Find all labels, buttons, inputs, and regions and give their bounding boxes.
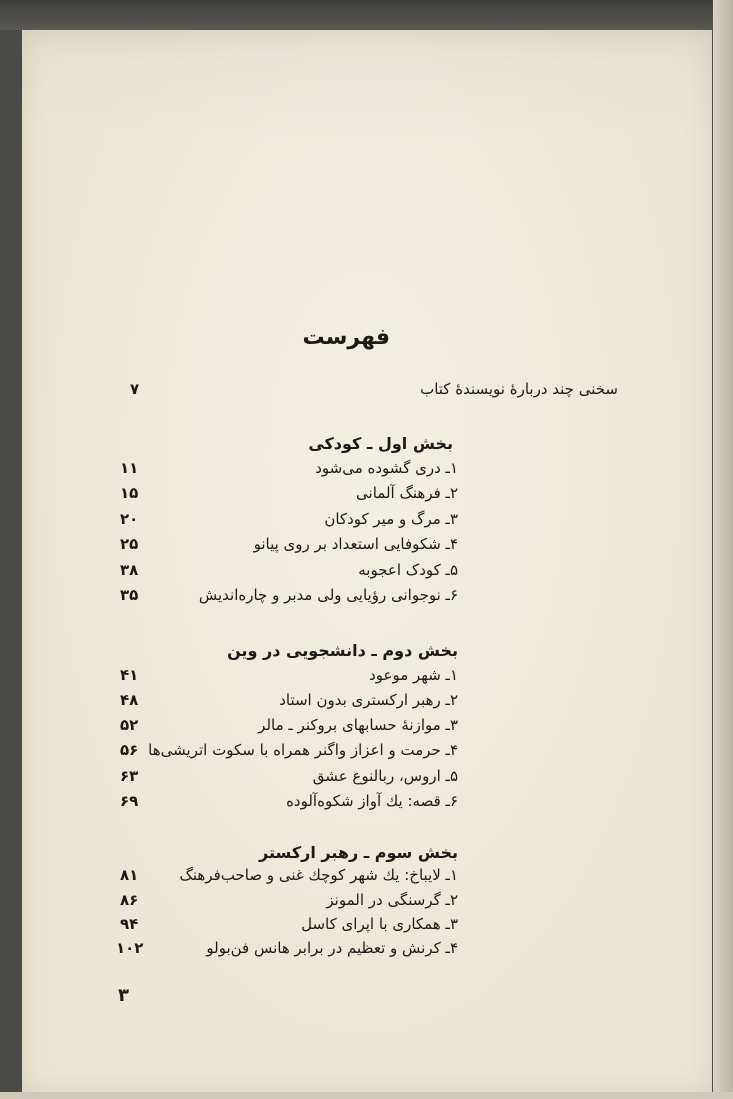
toc-page-number: ۲۵	[120, 535, 139, 553]
toc-page-number: ۴۸	[120, 691, 139, 709]
toc-entry: ۱ـ شهر موعود	[369, 666, 458, 684]
toc-page-number: ۱۱	[120, 459, 139, 477]
page-number: ۳	[118, 985, 129, 1006]
toc-entry: ۶ـ نوجوانی رؤیایی ولی مدبر و چاره‌اندیش	[198, 586, 458, 604]
toc-page-number: ۵۶	[120, 741, 139, 759]
toc-page-number: ۴۱	[120, 666, 139, 684]
toc-page-number: ۲۰	[120, 510, 139, 528]
section-heading-3: بخش سوم ـ رهبر ارکستر	[259, 843, 458, 862]
toc-entry: ۲ـ گرسنگی در المونز	[326, 891, 458, 909]
toc-entry-intro: سخنی چند دربارۀ نویسندۀ کتاب	[420, 380, 618, 398]
toc-page-number: ۳۸	[120, 561, 139, 579]
toc-entry: ۲ـ رهبر ارکستری بدون استاد	[279, 691, 458, 709]
section-heading-2: بخش دوم ـ دانشجویی در وین	[227, 641, 458, 660]
toc-page-number: ۳۵	[120, 586, 139, 604]
toc-entry: ۵ـ اروس، ربالنوع عشق	[312, 767, 458, 785]
toc-entry: ۳ـ همکاری با اپرای کاسل	[301, 915, 458, 933]
book-page-edge	[713, 0, 733, 1099]
toc-page-number: ۶۳	[120, 767, 139, 785]
background-top-edge	[0, 0, 733, 30]
toc-entry: ۱ـ لایباخ: یك شهر کوچك غنی و صاحب‌فرهنگ	[179, 866, 458, 884]
toc-entry: ۶ـ قصه: یك آواز شکوه‌آلوده	[286, 792, 458, 810]
toc-entry: ۳ـ مرگ و میر کودکان	[324, 510, 458, 528]
toc-page-number: ۱۰۲	[116, 939, 144, 957]
toc-entry: ۵ـ کودک اعجوبه	[358, 561, 458, 579]
toc-page-number: ۹۴	[120, 915, 139, 933]
toc-entry: ۴ـ شکوفایی استعداد بر روی پیانو	[253, 535, 458, 553]
toc-page-number: ۸۶	[120, 891, 139, 909]
toc-entry: ۳ـ موازنۀ حسابهای بروکنر ـ مالر	[258, 716, 458, 734]
toc-entry: ۱ـ دری گشوده می‌شود	[315, 459, 458, 477]
toc-entry: ۴ـ حرمت و اعزاز واگنر همراه با سکوت اتریشی‌ها	[148, 741, 458, 759]
section-heading-1: بخش اول ـ کودکی	[308, 434, 453, 453]
toc-page-number: ۶۹	[120, 792, 139, 810]
toc-page-number-intro: ۷	[130, 380, 140, 398]
page-title: فهرست	[302, 325, 390, 350]
background-bottom-edge	[0, 1092, 733, 1099]
toc-entry: ۲ـ فرهنگ آلمانی	[356, 484, 458, 502]
toc-page-number: ۸۱	[120, 866, 139, 884]
toc-page-number: ۱۵	[120, 484, 139, 502]
toc-page-number: ۵۲	[120, 716, 139, 734]
toc-entry: ۴ـ کرنش و تعظیم در برابر هانس فن‌بولو	[206, 939, 458, 957]
